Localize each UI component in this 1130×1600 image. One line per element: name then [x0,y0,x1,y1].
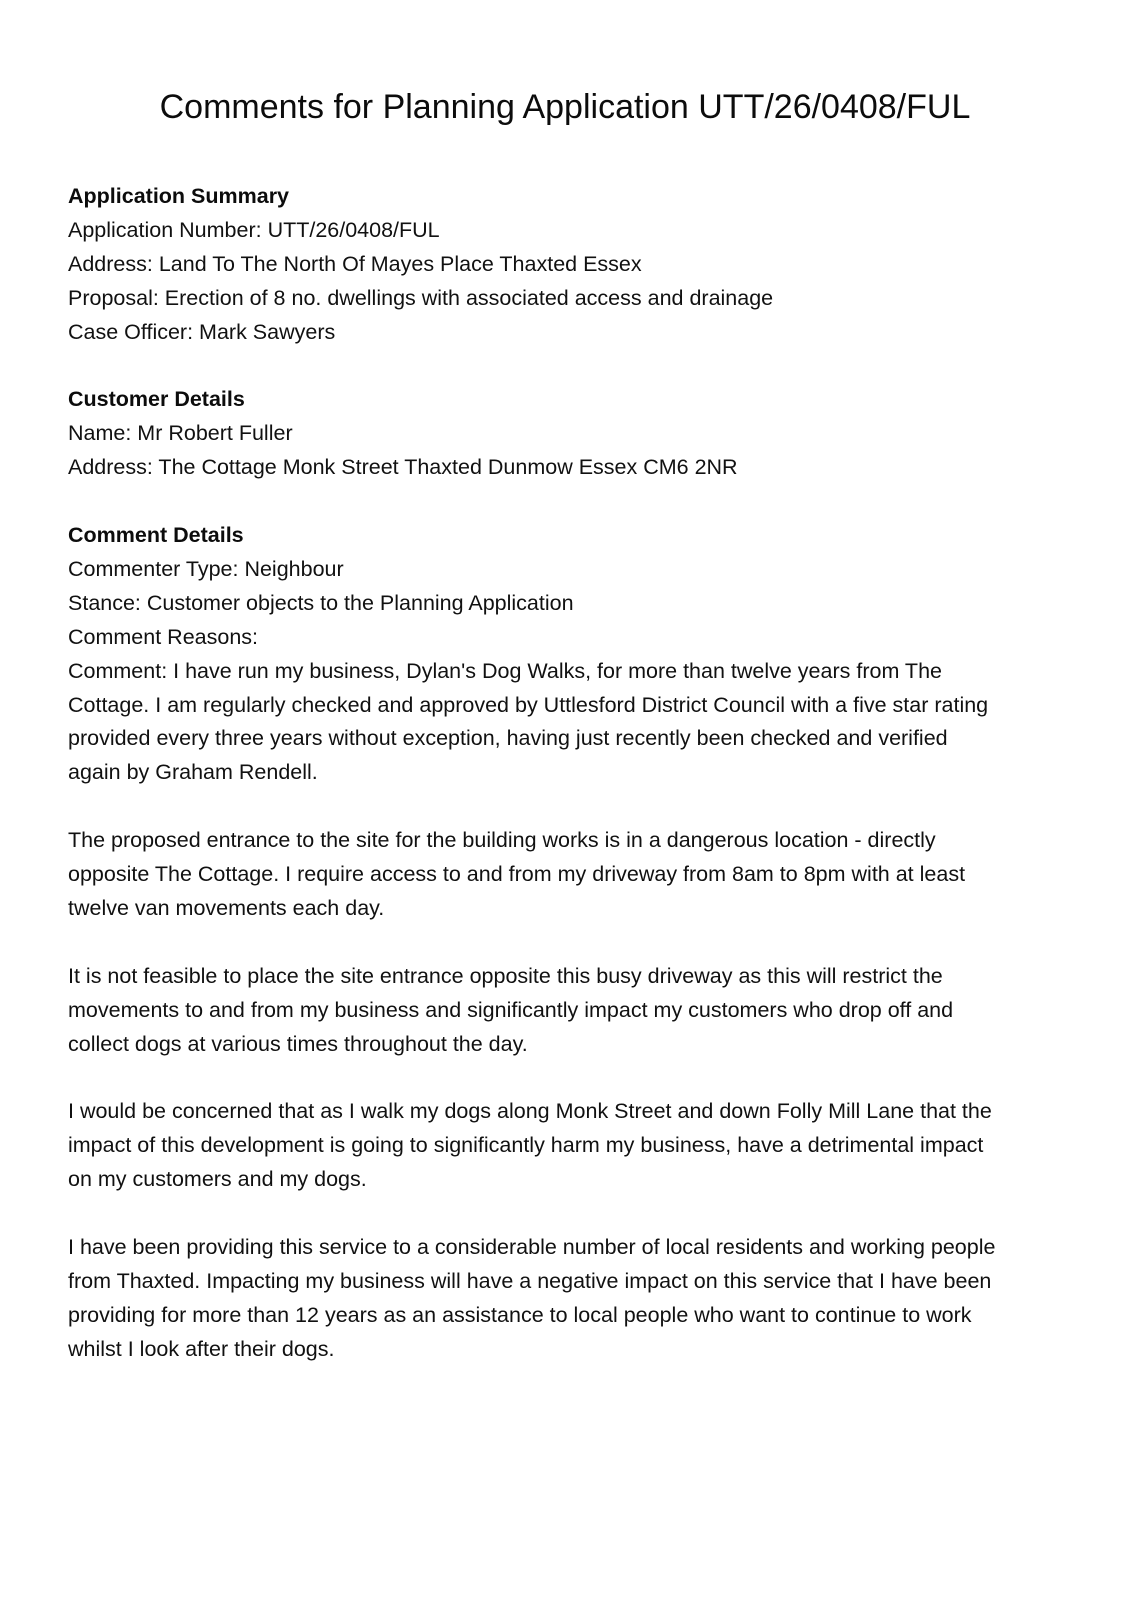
comment-line: The proposed entrance to the site for the building works is in a dangerous location - directly [68,828,936,853]
customer-details-section [68,383,1068,485]
customer-address: Address: The Cottage Monk Street Thaxted Dunmow Essex CM6 2NR [68,455,738,480]
comment-line: I would be concerned that as I walk my dogs along Monk Street and down Folly Mill Lane that the [68,1099,992,1124]
commenter-type: Commenter Type: Neighbour [68,556,344,581]
comment-paragraph [68,1095,1068,1197]
comment-line: It is not feasible to place the site entrance opposite this busy driveway as this will restrict the [68,963,943,988]
comment-reasons: Comment Reasons: [68,624,258,649]
page-title: Comments for Planning Application UTT/26/0408/FUL [159,88,971,126]
application-number: Application Number: UTT/26/0408/FUL [68,217,440,242]
comment-line: again by Graham Rendell. [68,760,318,785]
comment-line: twelve van movements each day. [68,895,385,920]
comment-line: provided every three years without exception, having just recently been checked and verified [68,726,948,751]
comment-line: Comment: I have run my business, Dylan's Dog Walks, for more than twelve years from The [68,658,942,683]
comment-paragraph [68,1231,1068,1367]
comment-line: impact of this development is going to significantly harm my business, have a detrimental impact [68,1133,984,1158]
comment-line: whilst I look after their dogs. [68,1336,335,1361]
comment-stance: Stance: Customer objects to the Planning Application [68,590,574,615]
comment-details-heading: Comment Details [68,523,244,548]
comment-paragraph [68,824,1068,926]
document-content [68,180,1068,1401]
comment-line: providing for more than 12 years as an assistance to local people who want to continue to work [68,1302,972,1327]
comment-line: I have been providing this service to a considerable number of local residents and working people [68,1235,996,1259]
comment-line: movements to and from my business and significantly impact my customers who drop off and [68,997,954,1022]
customer-details-heading: Customer Details [68,387,245,412]
comment-line: Cottage. I am regularly checked and approved by Uttlesford District Council with a five star rating [68,692,989,717]
customer-name: Name: Mr Robert Fuller [68,421,293,446]
case-officer: Case Officer: Mark Sawyers [68,319,336,344]
application-summary-section [68,180,1068,350]
application-summary-heading: Application Summary [68,184,290,208]
comment-paragraph [68,655,1068,791]
comment-line: on my customers and my dogs. [68,1167,367,1192]
comment-line: from Thaxted. Impacting my business will have a negative impact on this service that I have been [68,1268,992,1293]
comment-details-section [68,519,1068,1367]
application-proposal: Proposal: Erection of 8 no. dwellings with associated access and drainage [68,285,774,310]
comment-paragraph [68,960,1068,1062]
application-address: Address: Land To The North Of Mayes Place Thaxted Essex [68,251,642,276]
comment-line: opposite The Cottage. I require access to and from my driveway from 8am to 8pm with at least [68,862,966,887]
comment-line: collect dogs at various times throughout the day. [68,1031,528,1056]
